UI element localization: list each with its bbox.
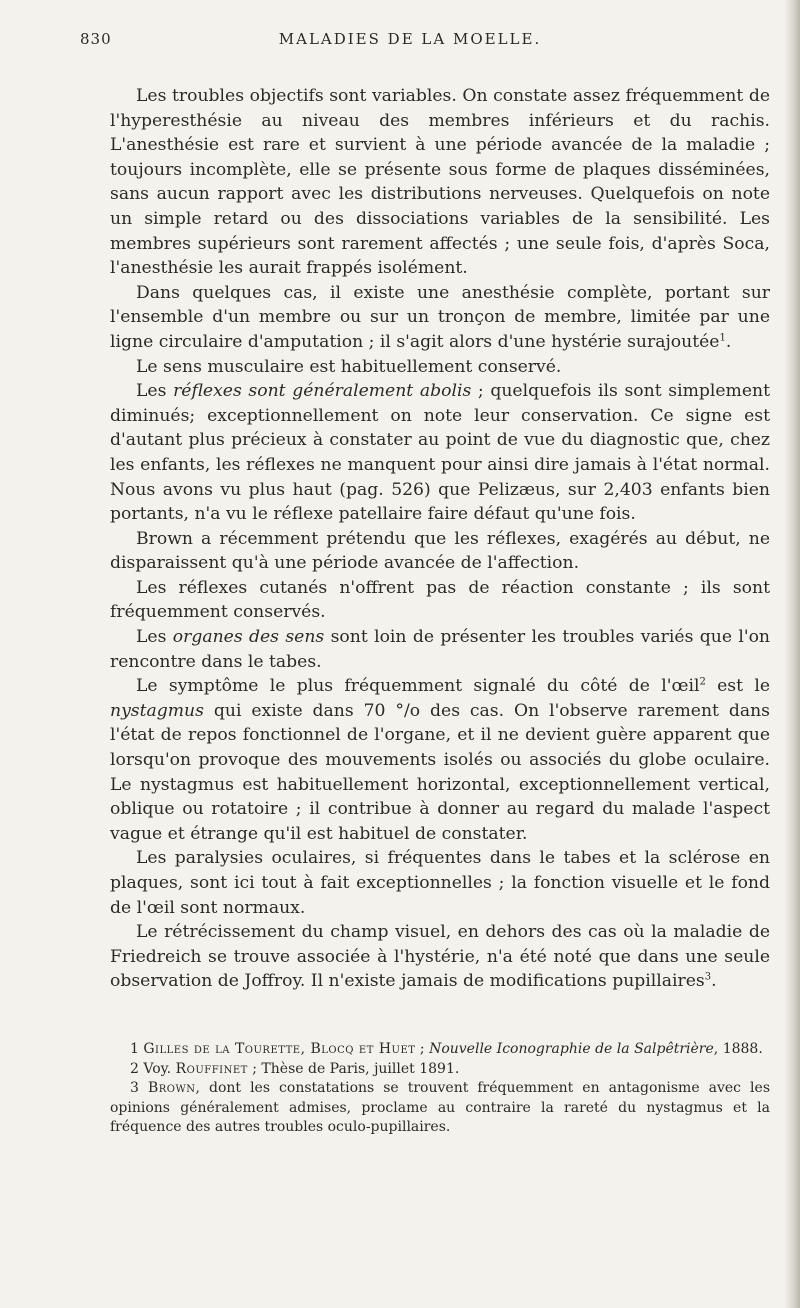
body-text <box>110 84 770 994</box>
footnote-ref: 3 <box>704 971 712 983</box>
footnote: 3 Brown, dont les constatations se trouvent fréquemment en antagonisme avec les opinions généralement admises, proclame au contraire la rareté du nystagmus et la fréquence des autres troubles oculo-pupillaires. <box>110 1080 771 1136</box>
page-header <box>80 22 740 52</box>
page-edge-shadow <box>784 0 800 1308</box>
paragraph: Les troubles objectifs sont variables. On constate assez fréquemment de l'hyperesthésie au niveau des membres inférieurs et du rachis. L'anesthésie est rare et survient à une période avancée de la maladie ; toujours incomplète, elle se présente sous forme de plaques disséminées, sans aucun rapport avec les distributions nerveuses. Quelquefois on note un simple retard ou des dissociations variables de la sensibilité. Les membres supérieurs sont rarement affectés ; une seule fois, d'après Soca, l'anesthésie les aurait frappés isolément. <box>110 86 770 279</box>
footnote-ref: 1 <box>719 332 726 344</box>
paragraph: Dans quelques cas, il existe une anesthésie complète, portant sur l'ensemble d'un membre ou sur un tronçon de membre, limitée par une ligne circulaire d'amputation ; il s'agit alors d'une hystérie surajoutée$^1$. <box>110 282 770 352</box>
footnote: 2 Voy. Rouffinet ; Thèse de Paris, juillet 1891. <box>130 1060 460 1077</box>
footnote-ref: 2 <box>699 676 706 688</box>
paragraph: Les organes des sens sont loin de présenter les troubles variés que l'on rencontre dans le tabes. <box>110 627 770 672</box>
paragraph: Le sens musculaire est habituellement conservé. <box>136 356 562 377</box>
footnotes <box>110 1040 770 1138</box>
paragraph: Les réflexes sont généralement abolis ; quelquefois ils sont simplement diminués; exceptionnellement on note leur conservation. Ce signe est d'autant plus précieux à constater au point de vue du diagnostic que, chez les enfants, les réflexes ne manquent pour ainsi dire jamais à l'état normal. Nous avons vu plus haut (pag. 526) que Pelizæus, sur 2,403 enfants bien portants, n'a vu le réflexe patellaire faire défaut qu'une fois. <box>110 381 770 525</box>
paragraph: Le symptôme le plus fréquemment signalé du côté de l'œil$^2$ est le nystagmus qui existe dans 70 °/o des cas. On l'observe rarement dans l'état de repos fonctionnel de l'organe, et il ne devient guère apparent que lorsqu'on provoque des mouvements isolés ou associés du globe oculaire. Le nystagmus est habituellement horizontal, exceptionnellement vertical, oblique ou rotatoire ; il contribue à donner au regard du malade l'aspect vague et étrange qu'il est habituel de constater. <box>110 676 770 844</box>
page-number: 830 <box>80 30 112 48</box>
running-head: MALADIES DE LA MOELLE. <box>278 30 542 48</box>
paragraph: Brown a récemment prétendu que les réflexes, exagérés au début, ne disparaissent qu'à une période avancée de l'affection. <box>110 528 770 574</box>
paragraph: Le rétrécissement du champ visuel, en dehors des cas où la maladie de Friedreich se trouve associée à l'hystérie, n'a été noté que dans une seule observation de Joffroy. Il n'existe jamais de modifications pupillaires$^3$. <box>110 922 770 992</box>
paragraph: Les réflexes cutanés n'offrent pas de réaction constante ; ils sont fréquemment conservés. <box>110 577 770 623</box>
footnote: 1 Gilles de la Tourette, Blocq et Huet ; Nouvelle Iconographie de la Salpêtrière, 1888. <box>130 1041 763 1057</box>
paragraph: Les paralysies oculaires, si fréquentes dans le tabes et la sclérose en plaques, sont ici tout à fait exceptionnelles ; la fonction visuelle et le fond de l'œil sont normaux. <box>110 848 770 918</box>
